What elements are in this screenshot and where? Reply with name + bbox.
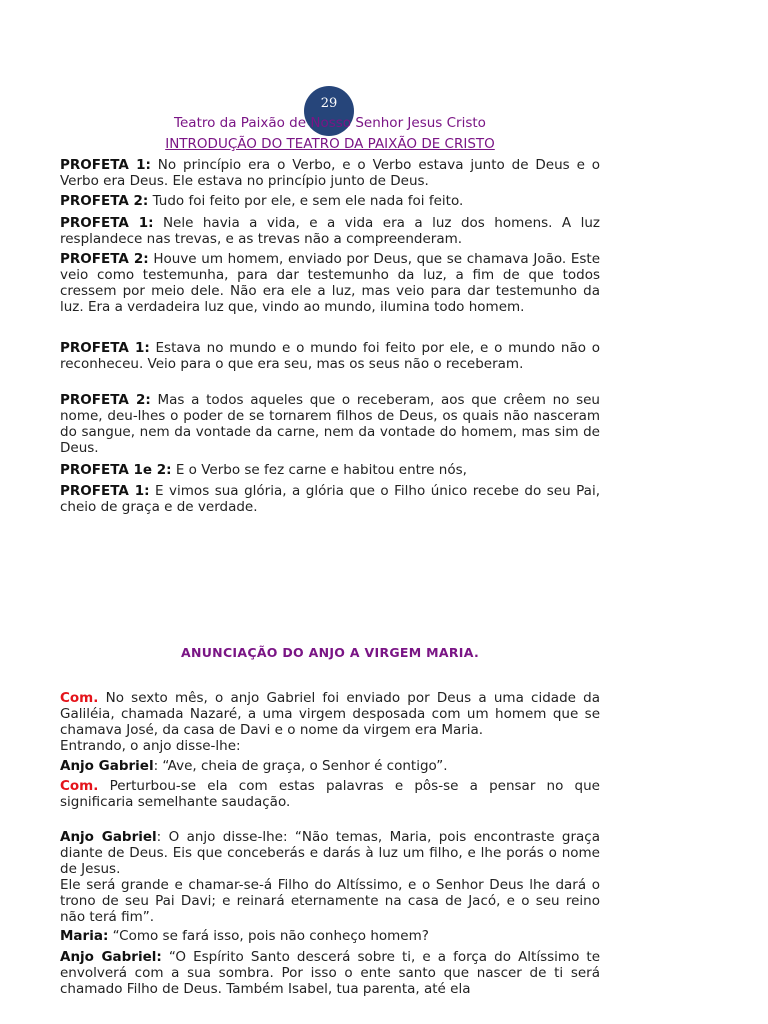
line-text: “Como se fará isso, pois não conheço homem? [108,928,429,944]
speaker-label: PROFETA 1: [60,340,150,356]
intro-line [60,462,600,478]
intro-line [60,215,600,247]
dialogue-line [60,829,600,877]
line-text: E o Verbo se fez carne e habitou entre nós, [171,462,467,478]
line-text: Tudo foi feito por ele, e sem ele nada foi feito. [148,193,464,209]
speaker-label: Anjo Gabriel [60,829,157,845]
intro-line [60,157,600,189]
line-text: Houve um homem, enviado por Deus, que se chamava João. Este veio como testemunha, para dar testemunho da luz, a fim de que todos cressem por meio dele. Não era ele a luz, mas veio para dar testemunho da luz. Era a verdadeira luz que, vindo ao mundo, ilumina todo homem. [60,251,601,315]
line-text: Entrando, o anjo disse-lhe: [60,738,241,754]
speaker-label: PROFETA 2: [60,193,149,209]
intro-line [60,340,600,372]
line-text: Perturbou-se ela com estas palavras e pôs-se a pensar no que significaria semelhante saudação. [60,778,600,810]
speaker-label: PROFETA 1e 2: [60,462,172,478]
line-text: Ele será grande e chamar-se-á Filho do Altíssimo, e o Senhor Deus lhe dará o trono de seu Pai Davi; e reinará eternamente na casa de Jacó, e o seu reino não terá fim”. [60,877,600,925]
line-text: Estava no mundo e o mundo foi feito por ele, e o mundo não o reconheceu. Veio para o que era seu, mas os seus não o receberam. [60,340,600,372]
line-text: No princípio era o Verbo, e o Verbo estava junto de Deus e o Verbo era Deus. Ele estava no princípio junto de Deus. [60,157,601,189]
page-number: 29 [320,96,338,111]
intro-line [60,193,600,209]
line-text: Mas a todos aqueles que o receberam, aos que crêem no seu nome, deu-lhes o poder de se tornarem filhos de Deus, os quais não nasceram do sangue, nem da vontade da carne, nem da vontade do homem, mas sim de Deus. [60,392,600,456]
speaker-label: PROFETA 1: [60,215,154,231]
line-text: E vimos sua glória, a glória que o Filho único recebe do seu Pai, cheio de graça e de verdade. [60,483,600,515]
dialogue-line [60,928,600,944]
line-text: Nele havia a vida, e a vida era a luz dos homens. A luz resplandece nas trevas, e as trevas não a compreenderam. [60,215,601,247]
speaker-label: Anjo Gabriel: [60,949,162,965]
line-text: : “Ave, cheia de graça, o Senhor é contigo”. [153,758,448,774]
dialogue-line [60,690,600,738]
speaker-label: Maria: [60,928,109,944]
speaker-label: Com. [60,778,99,794]
intro-line [60,392,600,456]
intro-line [60,251,600,315]
speaker-label: PROFETA 1: [60,483,150,499]
annunciation-heading: ANUNCIAÇÃO DO ANJO A VIRGEM MARIA. [181,645,479,660]
dialogue-line [60,877,600,925]
dialogue-line [60,758,600,774]
intro-line [60,483,600,515]
speaker-label: PROFETA 2: [60,251,149,267]
intro-heading: INTRODUÇÃO DO TEATRO DA PAIXÃO DE CRISTO [165,136,495,152]
document-title: Teatro da Paixão de Nosso Senhor Jesus Cristo [174,115,486,131]
line-text: “O Espírito Santo descerá sobre ti, e a força do Altíssimo te envolverá com a sua sombra. Por isso o ente santo que nascer de ti será chamado Filho de Deus. Também Isabel, tua parenta, até ela [60,949,601,997]
line-text: : O anjo disse-lhe: “Não temas, Maria, pois encontraste graça diante de Deus. Eis que conceberás e darás à luz um filho, e lhe porás o nome de Jesus. [60,829,600,877]
speaker-label: Anjo Gabriel [60,758,154,774]
line-text: No sexto mês, o anjo Gabriel foi enviado por Deus a uma cidade da Galiléia, chamada Nazaré, a uma virgem desposada com um homem que se chamava José, da casa de Davi e o nome da virgem era Maria. [60,690,600,738]
speaker-label: Com. [60,690,99,706]
speaker-label: PROFETA 1: [60,157,151,173]
dialogue-line [60,949,600,997]
dialogue-line [60,738,600,754]
dialogue-line [60,778,600,810]
speaker-label: PROFETA 2: [60,392,151,408]
